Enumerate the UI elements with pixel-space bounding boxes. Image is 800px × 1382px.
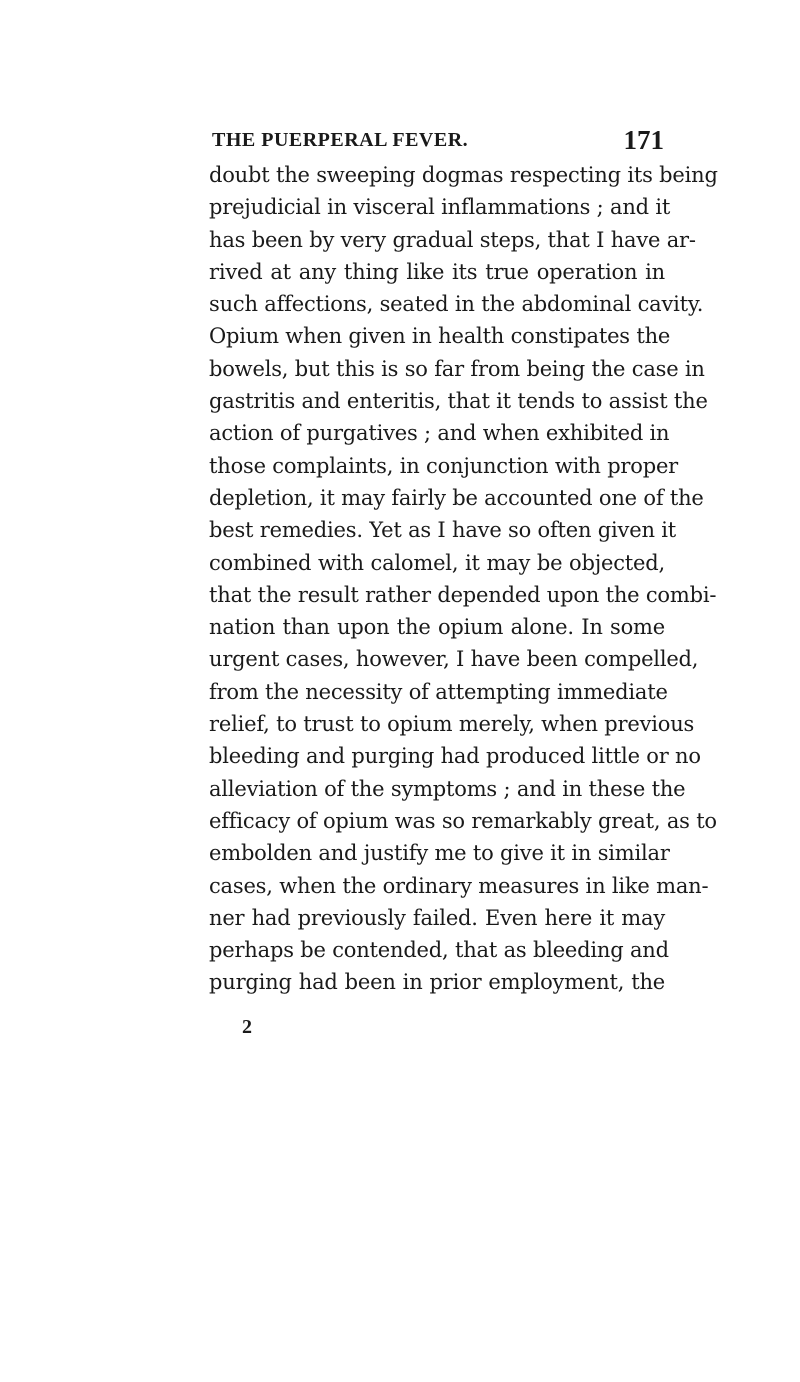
text-line: embolden and justify me to give it in similar	[209, 841, 670, 866]
page-number: 171	[623, 125, 664, 155]
text-line: such affections, seated in the abdominal cavity.	[209, 292, 704, 317]
text-line: cases, when the ordinary measures in like man-	[209, 873, 709, 898]
text-line: rived at any thing like its true operation in	[209, 259, 665, 284]
text-line: ner had previously failed. Even here it may	[209, 905, 665, 930]
text-line: bowels, but this is so far from being the case in	[209, 356, 705, 381]
text-line: gastritis and enteritis, that it tends to assist the	[209, 389, 708, 414]
text-line: alleviation of the symptoms ; and in these the	[209, 776, 686, 801]
text-line: from the necessity of attempting immediate	[209, 679, 668, 704]
text-line: those complaints, in conjunction with proper	[209, 453, 679, 478]
body-text	[209, 159, 718, 999]
running-head	[212, 125, 664, 159]
text-line: has been by very gradual steps, that I have ar-	[209, 227, 696, 252]
text-line: nation than upon the opium alone. In some	[209, 615, 665, 640]
text-line: doubt the sweeping dogmas respecting its being	[209, 163, 718, 187]
text-line: that the result rather depended upon the combi-	[209, 582, 717, 607]
text-line: purging had been in prior employment, the	[209, 970, 665, 995]
text-line: prejudicial in visceral inflammations ; and it	[209, 195, 671, 220]
text-line: efficacy of opium was so remarkably great, as to	[209, 808, 717, 833]
text-line: depletion, it may fairly be accounted one of the	[209, 485, 704, 510]
text-line: action of purgatives ; and when exhibited in	[209, 421, 670, 446]
signature-mark: 2	[242, 1016, 252, 1038]
text-line: perhaps be contended, that as bleeding and	[209, 938, 669, 963]
text-line: best remedies. Yet as I have so often given it	[209, 518, 677, 543]
text-line: Opium when given in health constipates the	[209, 324, 671, 349]
running-title: THE PUERPERAL FEVER.	[212, 129, 469, 151]
text-line: urgent cases, however, I have been compelled,	[209, 647, 699, 672]
text-line: relief, to trust to opium merely, when previous	[209, 712, 695, 737]
text-line: bleeding and purging had produced little or no	[209, 744, 701, 769]
text-line: combined with calomel, it may be objected,	[209, 550, 665, 575]
